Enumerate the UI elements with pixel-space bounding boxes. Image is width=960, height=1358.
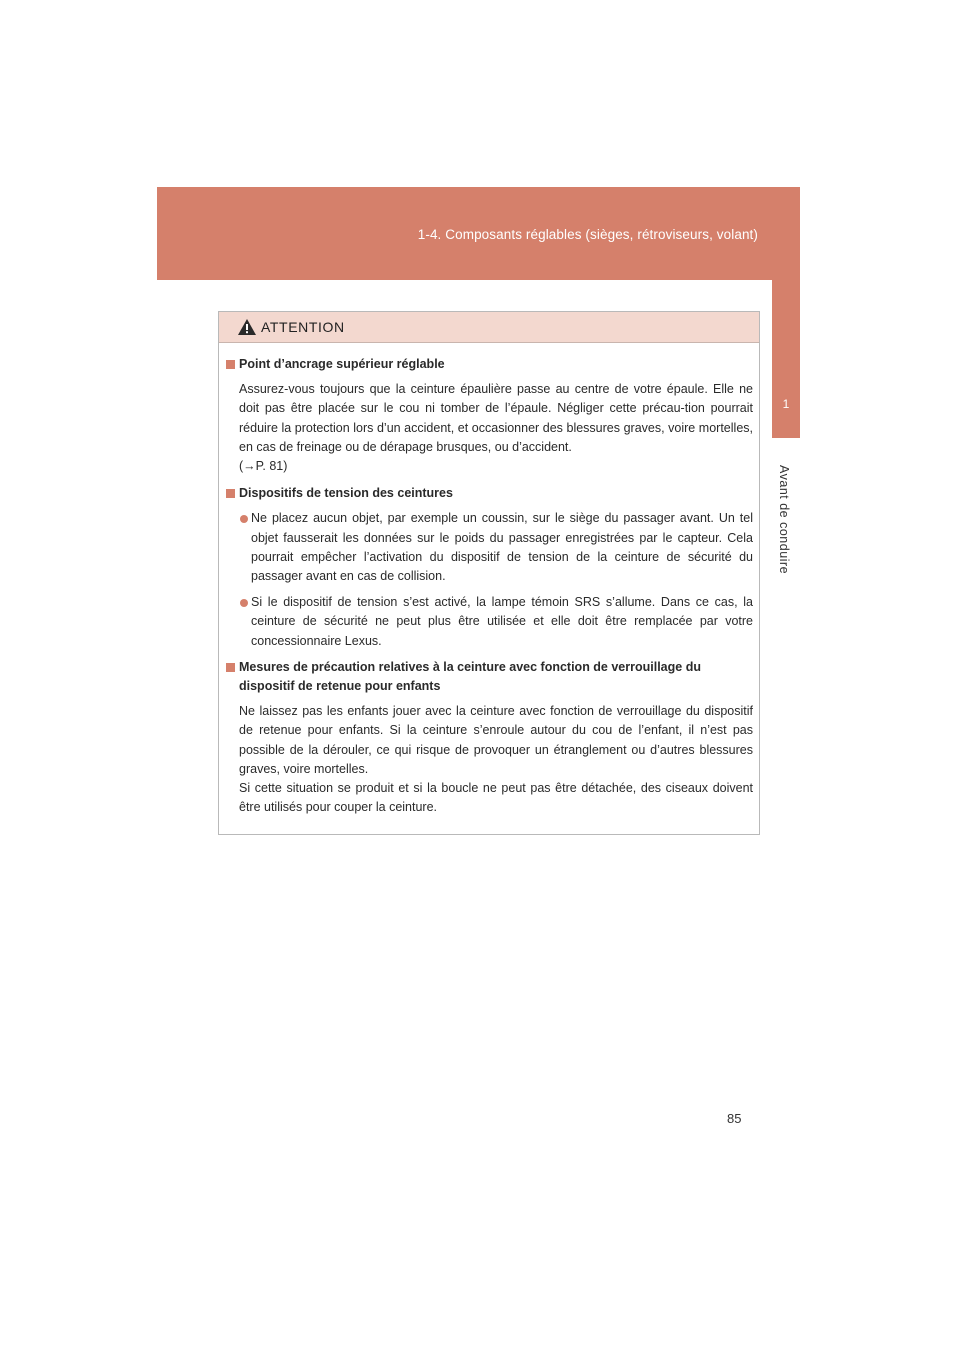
square-bullet-icon [226,489,235,498]
section-header-band [157,187,800,280]
section-paragraph: Assurez-vous toujours que la ceinture épaulière passe au centre de votre épaule. Elle ne doit pas être placée sur le cou ni tomber de l’épaule. Négliger cette précau-tion pourrait réduire la protection lors d’un accident, et occasionner des blessures graves, voire mortelles, en cas de freinage ou de dérapage brusques, ou d’accident. [239,382,753,454]
warning-box [218,311,760,835]
page-number: 85 [727,1111,742,1126]
chapter-number: 1 [782,397,790,411]
square-bullet-icon [226,663,235,672]
chapter-name: Avant de conduire [777,465,791,575]
warning-body [219,343,759,817]
bullet-item: Ne placez aucun objet, par exemple un coussin, sur le siège du passager avant. Un tel objet fausserait les données sur le poids du passager enregistrées par le capteur. Cela pourrait empêcher l’activation du dispositif de tension de la ceinture de sécurité du passager avant en cas de collision. [226,509,753,586]
square-bullet-icon [226,360,235,369]
round-bullet-icon [240,599,248,607]
page-reference: (→P. 81) [239,459,288,474]
section-heading: Point d’ancrage supérieur réglable [226,355,753,374]
section-paragraph: Si cette situation se produit et si la boucle ne peut pas être détachée, des ciseaux doivent être utilisés pour couper la ceinture. [239,781,753,815]
round-bullet-icon [240,515,248,523]
warning-header [219,312,759,343]
section-paragraph: Ne laissez pas les enfants jouer avec la ceinture avec fonction de verrouillage du dispositif de retenue pour enfants. Si la ceinture s’enroule autour du cou de l’enfant, il n’est pas possible de la dérouler, ce qui risque de provoquer un étranglement ou d’autres blessures graves, voire mortelles. [239,704,753,776]
warning-title: ATTENTION [261,319,345,335]
section-heading: Dispositifs de tension des ceintures [226,484,753,503]
warning-triangle-icon [237,318,257,336]
section-heading: Mesures de précaution relatives à la ceinture avec fonction de verrouillage du dispositif de retenue pour enfants [226,658,753,696]
chapter-tab [772,280,800,438]
bullet-item: Si le dispositif de tension s’est activé, la lampe témoin SRS s’allume. Dans ce cas, la ceinture de sécurité ne peut plus être utilisée et elle doit être remplacée par votre concessionnaire Lexus. [226,593,753,651]
section-title: 1-4. Composants réglables (sièges, rétroviseurs, volant) [417,227,758,242]
